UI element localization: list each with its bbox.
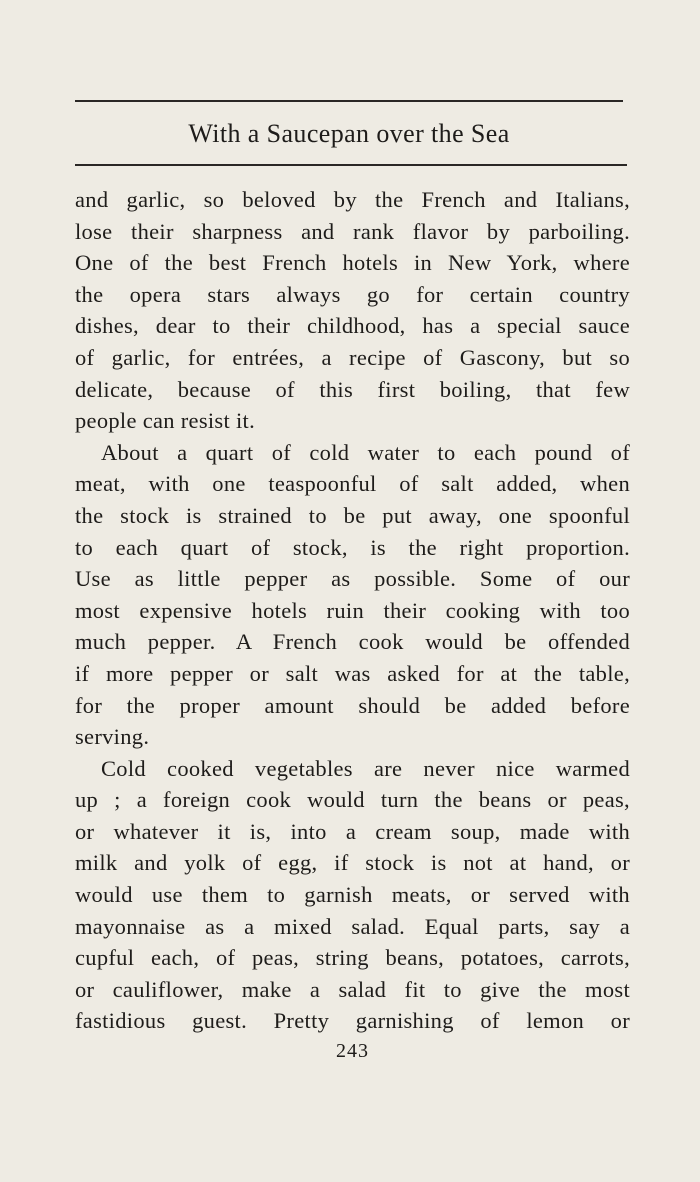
- text-line: delicate, because of this first boiling, that few: [75, 376, 630, 402]
- text-line: most expensive hotels ruin their cooking with too: [75, 597, 630, 623]
- text-line: of garlic, for entrées, a recipe of Gascony, but so: [75, 344, 630, 370]
- text-line: would use them to garnish meats, or served with: [75, 882, 630, 908]
- running-head-title: With a Saucepan over the Sea: [188, 119, 510, 148]
- text-line: meat, with one teaspoonful of salt added, when: [75, 471, 630, 497]
- text-line: up ; a foreign cook would turn the beans or peas,: [75, 787, 630, 813]
- text-line: serving.: [75, 724, 150, 750]
- body-text: [75, 184, 630, 1037]
- text-line: fastidious guest. Pretty garnishing of lemon or: [75, 1008, 630, 1034]
- text-line: lose their sharpness and rank flavor by parboiling.: [75, 218, 630, 244]
- text-line: mayonnaise as a mixed salad. Equal parts, say a: [75, 913, 630, 939]
- text-line: or whatever it is, into a cream soup, made with: [75, 818, 630, 844]
- text-line: to each quart of stock, is the right proportion.: [75, 534, 630, 560]
- text-line: if more pepper or salt was asked for at the table,: [75, 660, 630, 686]
- text-line: One of the best French hotels in New York, where: [75, 250, 630, 276]
- text-line: milk and yolk of egg, if stock is not at hand, or: [75, 850, 630, 876]
- text-line: About a quart of cold water to each pound of: [101, 439, 630, 465]
- text-line: for the proper amount should be added before: [75, 692, 630, 718]
- text-line: or cauliflower, make a salad fit to give the most: [75, 976, 630, 1002]
- header-bottom-rule: [75, 164, 627, 166]
- text-line: Cold cooked vegetables are never nice warmed: [101, 755, 630, 781]
- text-line: and garlic, so beloved by the French and Italians,: [75, 187, 630, 212]
- text-line: much pepper. A French cook would be offended: [75, 629, 630, 655]
- text-line: dishes, dear to their childhood, has a special sauce: [75, 313, 630, 339]
- page-number: 243: [336, 1040, 369, 1062]
- text-line: Use as little pepper as possible. Some of our: [75, 566, 630, 592]
- text-line: the opera stars always go for certain country: [75, 281, 630, 307]
- text-line: cupful each, of peas, string beans, potatoes, carrots,: [75, 945, 630, 971]
- text-line: the stock is strained to be put away, one spoonful: [75, 502, 630, 528]
- header-top-rule: [75, 100, 623, 102]
- text-line: people can resist it.: [75, 408, 255, 434]
